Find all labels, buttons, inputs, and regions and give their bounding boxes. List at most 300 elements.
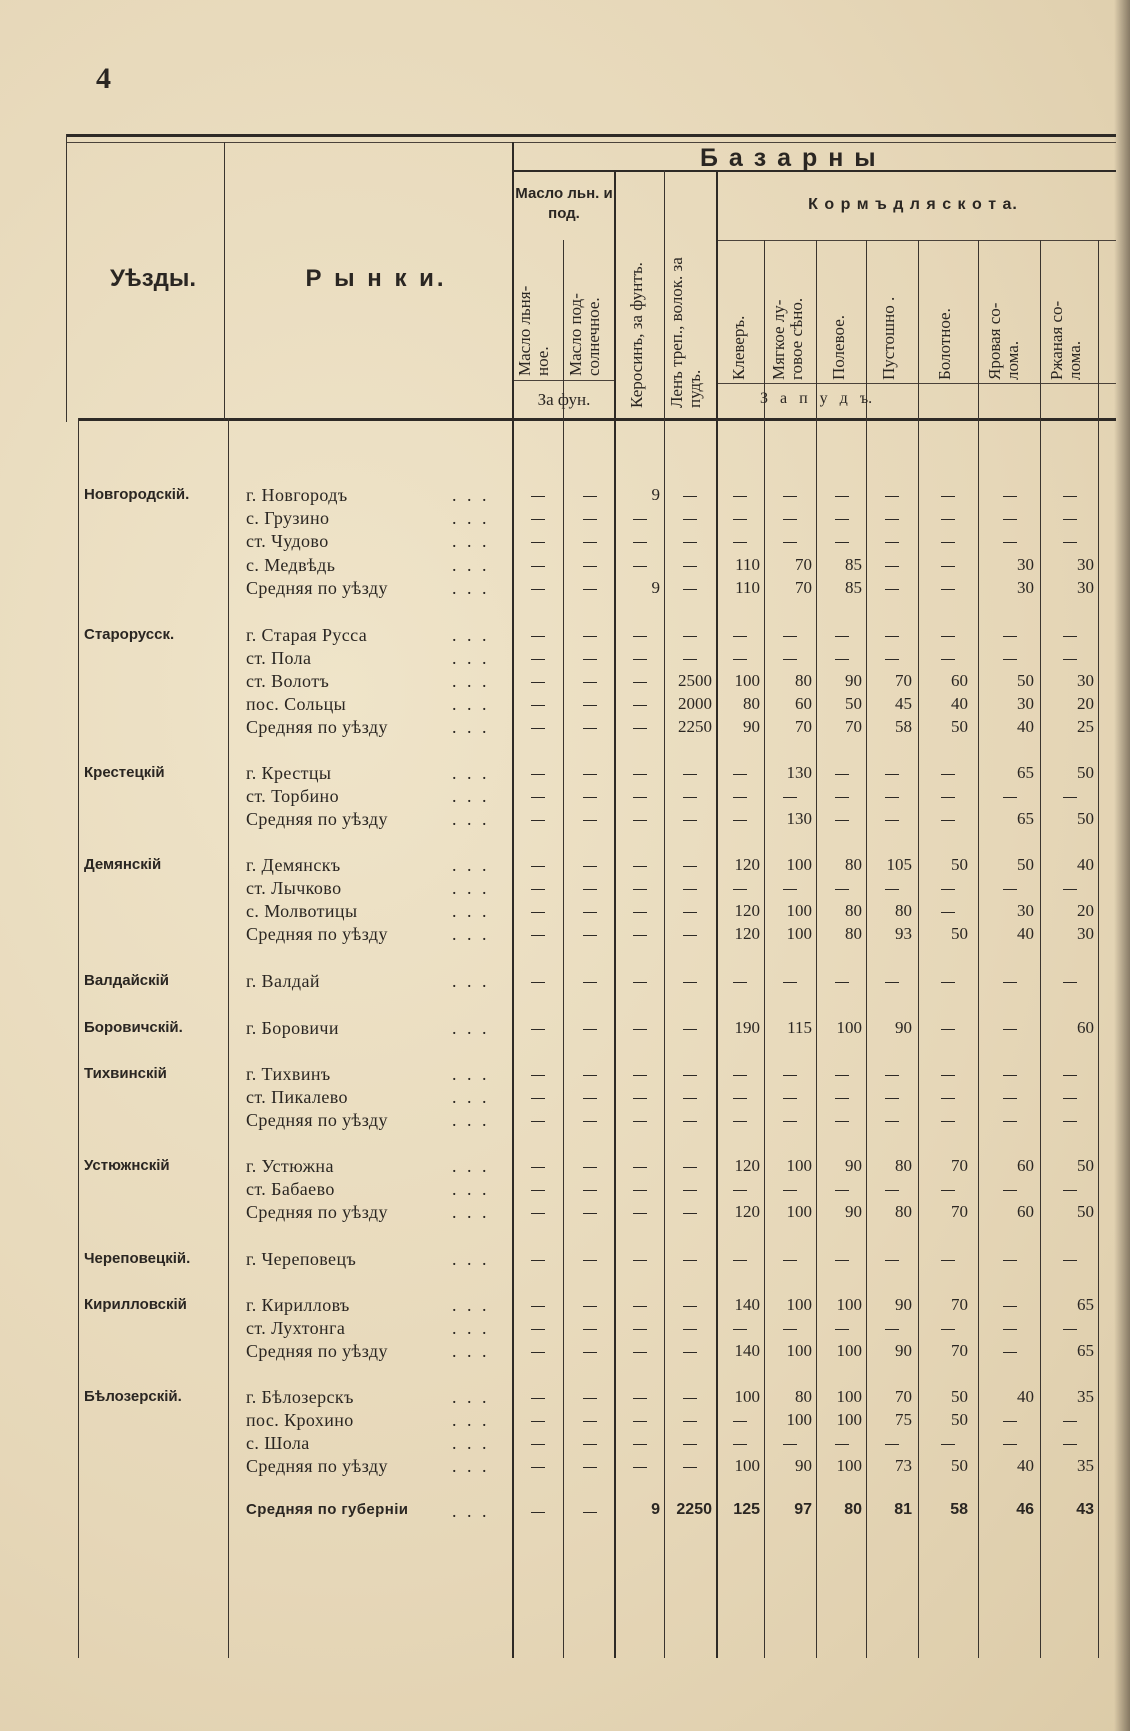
empty-cell-dash bbox=[633, 1190, 647, 1191]
uezd-label: Бѣлозерскій. bbox=[84, 1388, 182, 1405]
empty-cell-dash bbox=[583, 542, 597, 543]
empty-cell-dash bbox=[633, 1467, 647, 1468]
value-cell: 50 bbox=[1017, 855, 1034, 874]
empty-cell-dash bbox=[783, 519, 797, 520]
header-field-hay: Полевое. bbox=[829, 315, 848, 380]
empty-cell-dash bbox=[941, 820, 955, 821]
value-cell: 60 bbox=[795, 694, 812, 713]
market-name: Средняя по уѣзду bbox=[246, 1456, 388, 1476]
value-cell: 58 bbox=[950, 1501, 968, 1518]
empty-cell-dash bbox=[683, 542, 697, 543]
value-cell: 25 bbox=[1077, 717, 1094, 736]
empty-cell-dash bbox=[683, 1306, 697, 1307]
empty-cell-dash bbox=[633, 1444, 647, 1445]
empty-cell-dash bbox=[583, 866, 597, 867]
header-flax: Ленъ треп., волок. за пудъ. bbox=[667, 257, 704, 408]
header-oil-sunflower: Масло под- солнечное. bbox=[566, 293, 603, 376]
col-rule-clover bbox=[764, 240, 765, 1658]
value-cell: 30 bbox=[1077, 578, 1094, 597]
uezd-label: Валдайскій bbox=[84, 972, 170, 989]
empty-cell-dash bbox=[835, 889, 849, 890]
value-cell: 45 bbox=[895, 694, 912, 713]
empty-cell-dash bbox=[583, 797, 597, 798]
empty-cell-dash bbox=[683, 1444, 697, 1445]
value-cell: 130 bbox=[786, 809, 812, 828]
value-cell: 70 bbox=[951, 1341, 968, 1360]
leader-dots: . . . bbox=[452, 1202, 490, 1222]
value-cell: 97 bbox=[794, 1501, 812, 1518]
empty-cell-dash bbox=[531, 542, 545, 543]
empty-cell-dash bbox=[633, 519, 647, 520]
header-oil-linseed: Масло льня- ное. bbox=[515, 285, 552, 376]
empty-cell-dash bbox=[783, 1260, 797, 1261]
col-rule-hay bbox=[816, 240, 817, 1658]
market-name: с. Грузино bbox=[246, 508, 330, 528]
value-cell: 50 bbox=[951, 717, 968, 736]
empty-cell-dash bbox=[1003, 1444, 1017, 1445]
empty-cell-dash bbox=[733, 1190, 747, 1191]
market-name: ст. Чудово bbox=[246, 531, 329, 551]
value-cell: 40 bbox=[1017, 924, 1034, 943]
header-oil-group: Масло льн. и под. bbox=[515, 185, 613, 222]
value-cell: 40 bbox=[1017, 1456, 1034, 1475]
empty-cell-dash bbox=[1003, 1352, 1017, 1353]
empty-cell-dash bbox=[835, 1075, 849, 1076]
empty-cell-dash bbox=[1063, 1121, 1077, 1122]
empty-cell-dash bbox=[583, 1329, 597, 1330]
empty-cell-dash bbox=[683, 1121, 697, 1122]
value-cell: 80 bbox=[845, 855, 862, 874]
empty-cell-dash bbox=[633, 728, 647, 729]
value-cell: 58 bbox=[895, 717, 912, 736]
value-cell: 20 bbox=[1077, 901, 1094, 920]
value-cell: 115 bbox=[787, 1018, 812, 1037]
empty-cell-dash bbox=[1003, 1190, 1017, 1191]
market-name: Средняя по уѣзду bbox=[246, 924, 388, 944]
empty-cell-dash bbox=[583, 659, 597, 660]
empty-cell-dash bbox=[783, 797, 797, 798]
empty-cell-dash bbox=[583, 705, 597, 706]
leader-dots: . . . bbox=[452, 1018, 490, 1038]
empty-cell-dash bbox=[1063, 1190, 1077, 1191]
empty-cell-dash bbox=[1003, 496, 1017, 497]
empty-cell-dash bbox=[941, 797, 955, 798]
empty-cell-dash bbox=[835, 774, 849, 775]
empty-cell-dash bbox=[633, 1029, 647, 1030]
empty-cell-dash bbox=[1063, 797, 1077, 798]
value-cell: 43 bbox=[1076, 1501, 1094, 1518]
value-cell: 80 bbox=[795, 1387, 812, 1406]
empty-cell-dash bbox=[783, 542, 797, 543]
empty-cell-dash bbox=[633, 705, 647, 706]
empty-cell-dash bbox=[1003, 636, 1017, 637]
empty-cell-dash bbox=[583, 1121, 597, 1122]
empty-cell-dash bbox=[733, 797, 747, 798]
market-name: г. Валдай bbox=[246, 971, 320, 991]
empty-cell-dash bbox=[733, 636, 747, 637]
empty-cell-dash bbox=[885, 889, 899, 890]
empty-cell-dash bbox=[1003, 1421, 1017, 1422]
leader-dots: . . . bbox=[452, 1249, 490, 1269]
leader-dots: . . . bbox=[452, 1064, 490, 1084]
empty-cell-dash bbox=[783, 1329, 797, 1330]
market-name: г. Крестцы bbox=[246, 763, 332, 783]
unit-per-pud: З а п у д ъ. bbox=[760, 390, 873, 407]
empty-cell-dash bbox=[633, 1398, 647, 1399]
empty-cell-dash bbox=[683, 1260, 697, 1261]
empty-cell-dash bbox=[683, 935, 697, 936]
empty-cell-dash bbox=[885, 982, 899, 983]
empty-cell-dash bbox=[531, 1213, 545, 1214]
empty-cell-dash bbox=[633, 866, 647, 867]
empty-cell-dash bbox=[733, 982, 747, 983]
value-cell: 100 bbox=[786, 1156, 812, 1175]
empty-cell-dash bbox=[583, 728, 597, 729]
empty-cell-dash bbox=[583, 912, 597, 913]
empty-cell-dash bbox=[783, 636, 797, 637]
empty-cell-dash bbox=[733, 659, 747, 660]
empty-cell-dash bbox=[583, 1352, 597, 1353]
leader-dots: . . . bbox=[452, 1295, 490, 1315]
empty-cell-dash bbox=[1063, 1421, 1077, 1422]
empty-cell-dash bbox=[531, 728, 545, 729]
value-cell: 100 bbox=[786, 924, 812, 943]
empty-cell-dash bbox=[531, 912, 545, 913]
value-cell: 60 bbox=[1077, 1018, 1094, 1037]
empty-cell-dash bbox=[783, 1444, 797, 1445]
empty-cell-dash bbox=[531, 519, 545, 520]
empty-cell-dash bbox=[531, 1098, 545, 1099]
empty-cell-dash bbox=[1003, 982, 1017, 983]
value-cell: 100 bbox=[734, 1387, 760, 1406]
market-name: г. Боровичи bbox=[246, 1018, 339, 1038]
empty-cell-dash bbox=[835, 982, 849, 983]
value-cell: 73 bbox=[895, 1456, 912, 1475]
value-cell: 40 bbox=[951, 694, 968, 713]
value-cell: 50 bbox=[951, 924, 968, 943]
market-name: Средняя по уѣзду bbox=[246, 578, 388, 598]
empty-cell-dash bbox=[583, 1467, 597, 1468]
value-cell: 65 bbox=[1017, 763, 1034, 782]
empty-cell-dash bbox=[885, 519, 899, 520]
header-bottom-rule bbox=[78, 418, 1116, 421]
empty-cell-dash bbox=[835, 1190, 849, 1191]
value-cell: 85 bbox=[845, 555, 862, 574]
market-name: Средняя по уѣзду bbox=[246, 1110, 388, 1130]
empty-cell-dash bbox=[531, 1329, 545, 1330]
leader-dots: . . . bbox=[452, 763, 490, 783]
empty-cell-dash bbox=[583, 1444, 597, 1445]
value-cell: 120 bbox=[734, 901, 760, 920]
empty-cell-dash bbox=[783, 982, 797, 983]
empty-cell-dash bbox=[633, 1213, 647, 1214]
empty-cell-dash bbox=[633, 982, 647, 983]
empty-cell-dash bbox=[1003, 519, 1017, 520]
empty-cell-dash bbox=[885, 1444, 899, 1445]
empty-cell-dash bbox=[583, 1306, 597, 1307]
empty-cell-dash bbox=[633, 1329, 647, 1330]
value-cell: 65 bbox=[1017, 809, 1034, 828]
leader-dots: . . . bbox=[452, 531, 490, 551]
empty-cell-dash bbox=[683, 1421, 697, 1422]
market-name: ст. Лычково bbox=[246, 878, 342, 898]
market-name: г. Новгородъ bbox=[246, 485, 348, 505]
empty-cell-dash bbox=[583, 1029, 597, 1030]
value-cell: 70 bbox=[795, 555, 812, 574]
value-cell: 2250 bbox=[676, 1501, 712, 1518]
empty-cell-dash bbox=[1003, 1075, 1017, 1076]
value-cell: 80 bbox=[743, 694, 760, 713]
empty-cell-dash bbox=[531, 636, 545, 637]
leader-dots: . . . bbox=[452, 694, 490, 714]
empty-cell-dash bbox=[583, 889, 597, 890]
value-cell: 90 bbox=[845, 671, 862, 690]
uezd-label: Крестецкій bbox=[84, 764, 165, 781]
empty-cell-dash bbox=[783, 889, 797, 890]
value-cell: 120 bbox=[734, 1156, 760, 1175]
market-name: с. Шола bbox=[246, 1433, 310, 1453]
value-cell: 2000 bbox=[678, 694, 712, 713]
empty-cell-dash bbox=[783, 1121, 797, 1122]
unit-per-funt: За фун. bbox=[537, 390, 591, 409]
empty-cell-dash bbox=[583, 1213, 597, 1214]
value-cell: 100 bbox=[734, 671, 760, 690]
empty-cell-dash bbox=[583, 774, 597, 775]
leader-dots: . . . bbox=[452, 786, 490, 806]
empty-cell-dash bbox=[733, 1075, 747, 1076]
value-cell: 65 bbox=[1077, 1341, 1094, 1360]
empty-cell-dash bbox=[683, 1075, 697, 1076]
empty-cell-dash bbox=[941, 1098, 955, 1099]
leader-dots: . . . bbox=[452, 878, 490, 898]
empty-cell-dash bbox=[835, 659, 849, 660]
uezd-label: Старорусск. bbox=[84, 626, 175, 643]
value-cell: 85 bbox=[845, 578, 862, 597]
empty-cell-dash bbox=[633, 1167, 647, 1168]
value-cell: 100 bbox=[836, 1295, 862, 1314]
leader-dots: . . . bbox=[452, 971, 490, 991]
value-cell: 90 bbox=[845, 1202, 862, 1221]
empty-cell-dash bbox=[531, 566, 545, 567]
value-cell: 70 bbox=[951, 1295, 968, 1314]
value-cell: 80 bbox=[895, 1202, 912, 1221]
empty-cell-dash bbox=[583, 1421, 597, 1422]
market-name: ст. Торбино bbox=[246, 786, 339, 806]
empty-cell-dash bbox=[941, 589, 955, 590]
empty-cell-dash bbox=[633, 1121, 647, 1122]
empty-cell-dash bbox=[683, 496, 697, 497]
empty-cell-dash bbox=[733, 1098, 747, 1099]
empty-cell-dash bbox=[531, 1167, 545, 1168]
value-cell: 80 bbox=[895, 901, 912, 920]
value-cell: 93 bbox=[895, 924, 912, 943]
value-cell: 100 bbox=[786, 1410, 812, 1429]
empty-cell-dash bbox=[941, 889, 955, 890]
empty-cell-dash bbox=[835, 636, 849, 637]
value-cell: 9 bbox=[651, 485, 660, 504]
empty-cell-dash bbox=[583, 1075, 597, 1076]
empty-cell-dash bbox=[1003, 1306, 1017, 1307]
value-cell: 70 bbox=[795, 578, 812, 597]
value-cell: 90 bbox=[795, 1456, 812, 1475]
value-cell: 80 bbox=[844, 1501, 862, 1518]
empty-cell-dash bbox=[531, 866, 545, 867]
empty-cell-dash bbox=[633, 1075, 647, 1076]
empty-cell-dash bbox=[1063, 542, 1077, 543]
uezd-label: Новгородскій. bbox=[84, 486, 190, 503]
empty-cell-dash bbox=[885, 1190, 899, 1191]
empty-cell-dash bbox=[531, 1190, 545, 1191]
uezd-label: Боровичскій. bbox=[84, 1019, 183, 1036]
empty-cell-dash bbox=[885, 566, 899, 567]
col-rule-kerosene bbox=[614, 170, 616, 1658]
empty-cell-dash bbox=[733, 1444, 747, 1445]
empty-cell-dash bbox=[733, 774, 747, 775]
value-cell: 30 bbox=[1077, 555, 1094, 574]
empty-cell-dash bbox=[733, 1121, 747, 1122]
leader-dots: . . . bbox=[452, 555, 490, 575]
value-cell: 70 bbox=[951, 1156, 968, 1175]
leader-dots: . . . bbox=[452, 671, 490, 691]
leader-dots: . . . bbox=[452, 1341, 490, 1361]
empty-cell-dash bbox=[733, 542, 747, 543]
empty-cell-dash bbox=[531, 1121, 545, 1122]
leader-dots: . . . bbox=[452, 1318, 490, 1338]
value-cell: 50 bbox=[951, 1387, 968, 1406]
empty-cell-dash bbox=[885, 1329, 899, 1330]
leader-dots: . . . bbox=[452, 508, 490, 528]
frame-left-body bbox=[78, 418, 79, 1658]
empty-cell-dash bbox=[835, 1098, 849, 1099]
leader-dots: . . . bbox=[452, 578, 490, 598]
empty-cell-dash bbox=[835, 820, 849, 821]
value-cell: 120 bbox=[734, 1202, 760, 1221]
value-cell: 81 bbox=[894, 1501, 912, 1518]
empty-cell-dash bbox=[633, 1421, 647, 1422]
empty-cell-dash bbox=[583, 496, 597, 497]
empty-cell-dash bbox=[1003, 659, 1017, 660]
empty-cell-dash bbox=[633, 797, 647, 798]
value-cell: 140 bbox=[734, 1295, 760, 1314]
market-name: с. Медвѣдь bbox=[246, 555, 336, 575]
empty-cell-dash bbox=[531, 935, 545, 936]
uezd-label: Кирилловскій bbox=[84, 1296, 187, 1313]
empty-cell-dash bbox=[531, 1352, 545, 1353]
empty-cell-dash bbox=[583, 519, 597, 520]
value-cell: 50 bbox=[951, 1410, 968, 1429]
empty-cell-dash bbox=[531, 1421, 545, 1422]
empty-cell-dash bbox=[1063, 1098, 1077, 1099]
empty-cell-dash bbox=[583, 682, 597, 683]
value-cell: 46 bbox=[1016, 1501, 1034, 1518]
empty-cell-dash bbox=[941, 982, 955, 983]
empty-cell-dash bbox=[633, 636, 647, 637]
empty-cell-dash bbox=[633, 1098, 647, 1099]
empty-cell-dash bbox=[885, 1121, 899, 1122]
empty-cell-dash bbox=[783, 1075, 797, 1076]
empty-cell-dash bbox=[783, 1190, 797, 1191]
empty-cell-dash bbox=[683, 1190, 697, 1191]
value-cell: 2250 bbox=[678, 717, 712, 736]
empty-cell-dash bbox=[683, 1467, 697, 1468]
value-cell: 80 bbox=[795, 671, 812, 690]
market-name: г. Демянскъ bbox=[246, 855, 341, 875]
value-cell: 130 bbox=[786, 763, 812, 782]
value-cell: 35 bbox=[1077, 1387, 1094, 1406]
empty-cell-dash bbox=[733, 496, 747, 497]
market-name: пос. Сольцы bbox=[246, 694, 347, 714]
empty-cell-dash bbox=[885, 659, 899, 660]
col-rule-flax bbox=[664, 170, 665, 1658]
empty-cell-dash bbox=[531, 1306, 545, 1307]
empty-cell-dash bbox=[583, 935, 597, 936]
empty-cell-dash bbox=[531, 1467, 545, 1468]
empty-cell-dash bbox=[733, 889, 747, 890]
empty-cell-dash bbox=[683, 519, 697, 520]
uezd-label: Демянскій bbox=[84, 856, 162, 873]
value-cell: 30 bbox=[1077, 671, 1094, 690]
empty-cell-dash bbox=[835, 1260, 849, 1261]
empty-cell-dash bbox=[941, 1075, 955, 1076]
value-cell: 90 bbox=[895, 1341, 912, 1360]
empty-cell-dash bbox=[885, 542, 899, 543]
empty-cell-dash bbox=[1063, 1329, 1077, 1330]
market-name: ст. Пикалево bbox=[246, 1087, 348, 1107]
market-name: Средняя по уѣзду bbox=[246, 717, 388, 737]
empty-cell-dash bbox=[885, 496, 899, 497]
header-meadow-hay: Мягкое лу- говое сѣно. bbox=[769, 297, 806, 380]
page-number: 4 bbox=[96, 62, 111, 95]
empty-cell-dash bbox=[531, 682, 545, 683]
value-cell: 9 bbox=[651, 578, 660, 597]
empty-cell-dash bbox=[633, 542, 647, 543]
value-cell: 70 bbox=[845, 717, 862, 736]
leader-dots: . . . bbox=[452, 717, 490, 737]
empty-cell-dash bbox=[1063, 659, 1077, 660]
empty-cell-dash bbox=[835, 519, 849, 520]
empty-cell-dash bbox=[941, 542, 955, 543]
empty-cell-dash bbox=[683, 797, 697, 798]
empty-cell-dash bbox=[783, 659, 797, 660]
empty-cell-dash bbox=[531, 1444, 545, 1445]
uezd-label: Тихвинскій bbox=[84, 1065, 167, 1082]
value-cell: 30 bbox=[1017, 578, 1034, 597]
col-rule-swamp bbox=[978, 240, 979, 1658]
empty-cell-dash bbox=[941, 774, 955, 775]
value-cell: 100 bbox=[786, 1202, 812, 1221]
value-cell: 110 bbox=[735, 555, 760, 574]
empty-cell-dash bbox=[941, 912, 955, 913]
market-name: Средняя по губерніи bbox=[246, 1501, 409, 1518]
empty-cell-dash bbox=[1063, 519, 1077, 520]
empty-cell-dash bbox=[885, 1260, 899, 1261]
value-cell: 9 bbox=[651, 1501, 660, 1518]
value-cell: 120 bbox=[734, 855, 760, 874]
empty-cell-dash bbox=[531, 889, 545, 890]
empty-cell-dash bbox=[683, 866, 697, 867]
empty-cell-dash bbox=[885, 774, 899, 775]
value-cell: 35 bbox=[1077, 1456, 1094, 1475]
value-cell: 80 bbox=[845, 924, 862, 943]
empty-cell-dash bbox=[633, 659, 647, 660]
empty-cell-dash bbox=[531, 496, 545, 497]
empty-cell-dash bbox=[941, 566, 955, 567]
leader-dots: . . . bbox=[452, 855, 490, 875]
empty-cell-dash bbox=[633, 1260, 647, 1261]
empty-cell-dash bbox=[885, 589, 899, 590]
value-cell: 100 bbox=[836, 1387, 862, 1406]
value-cell: 20 bbox=[1077, 694, 1094, 713]
